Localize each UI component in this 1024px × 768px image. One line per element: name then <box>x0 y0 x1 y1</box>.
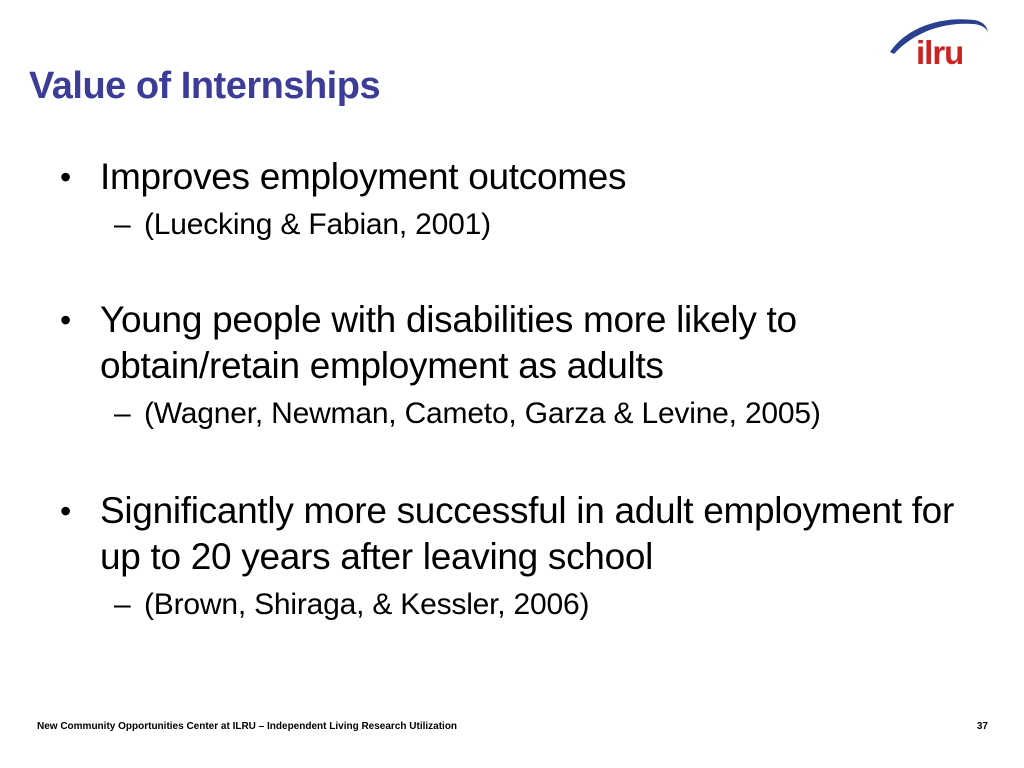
bullet-item <box>60 488 990 624</box>
bullet-text: Young people with disabilities more likely to obtain/retain employment as adults <box>100 299 797 386</box>
citation-text: (Wagner, Newman, Cameto, Garza & Levine, 2005) <box>144 397 821 430</box>
citation-text: (Brown, Shiraga, & Kessler, 2006) <box>144 588 590 621</box>
bullet-text: Significantly more successful in adult employment for up to 20 years after leaving school <box>100 490 954 577</box>
slide-title: Value of Internships <box>29 65 381 107</box>
bullet-item <box>60 297 990 433</box>
footer-organization: New Community Opportunities Center at ILRU – Independent Living Research Utilization <box>37 721 458 732</box>
citation <box>114 395 990 433</box>
citation-dash: – <box>114 588 131 621</box>
citation <box>114 586 990 624</box>
page-number: 37 <box>976 721 988 732</box>
citation-dash: – <box>114 208 131 241</box>
bullet-marker: • <box>60 493 72 529</box>
bullet-marker: • <box>60 159 72 195</box>
logo-text: ilru <box>916 34 964 71</box>
citation-dash: – <box>114 397 131 430</box>
bullet-marker: • <box>60 302 72 338</box>
bullet-text: Improves employment outcomes <box>100 156 627 197</box>
bullet-item <box>60 154 990 244</box>
citation-text: (Luecking & Fabian, 2001) <box>144 208 491 241</box>
citation <box>114 206 990 244</box>
